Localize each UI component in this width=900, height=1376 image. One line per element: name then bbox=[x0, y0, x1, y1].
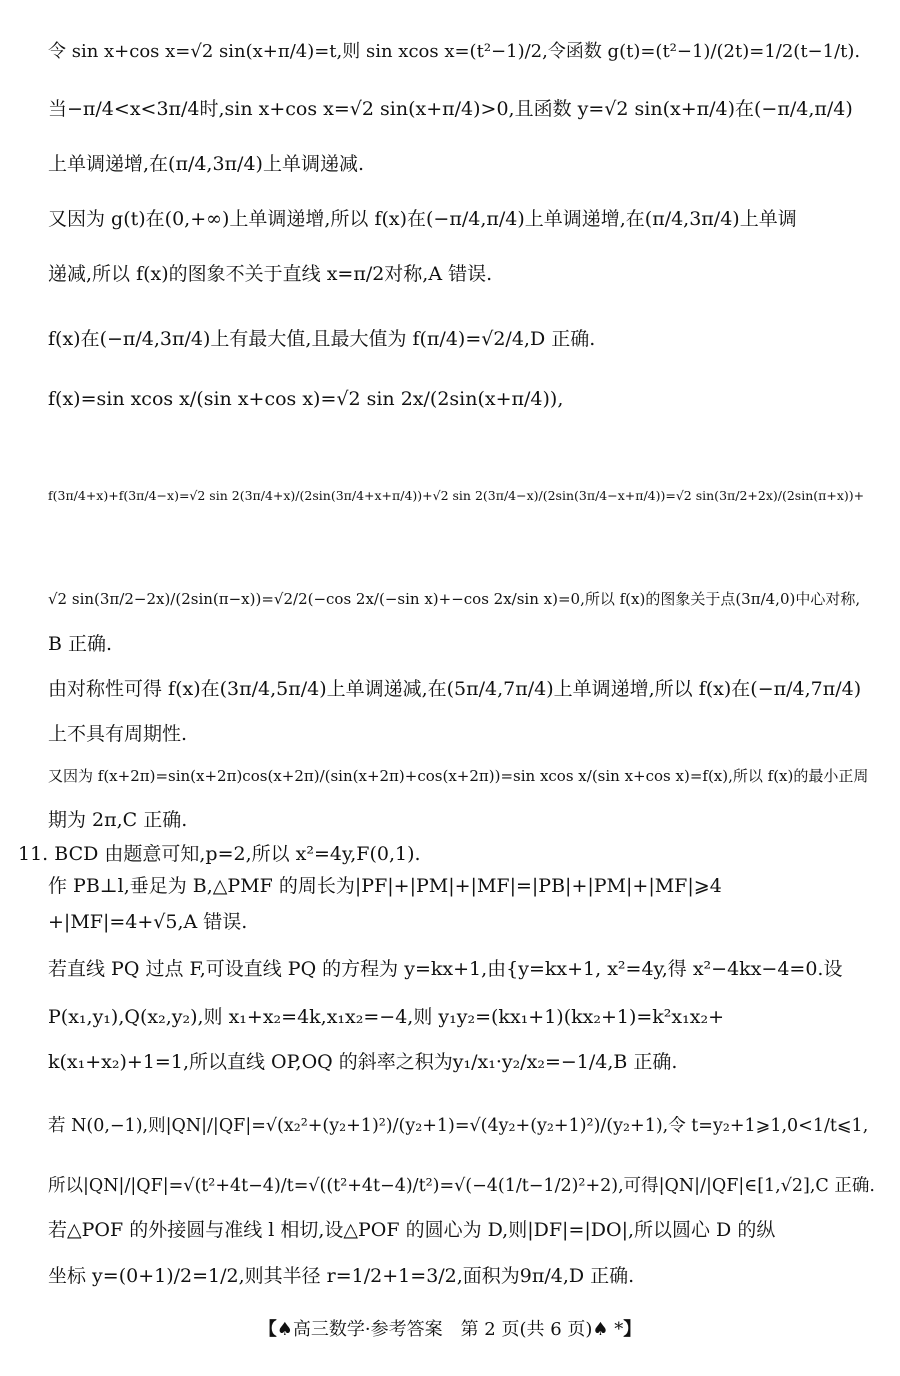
text-line-24: 坐标 y=(0+1)/2=1/2,则其半径 r=1/2+1=3/2,面积为9π/4,D 正确. bbox=[48, 1265, 635, 1287]
spade-icon: ♠ bbox=[592, 1319, 609, 1340]
text-line-8: f(3π/4+x)+f(3π/4−x)=√2 sin 2(3π/4+x)/(2sin(3π/4+x+π/4))+√2 sin 2(3π/4−x)/(2sin(3π/4−x+π/4))=√2 sin(3π/2+2x)/(2sin(π+x))+ bbox=[48, 488, 865, 503]
text-line-15: 11. BCD 由题意可知,p=2,所以 x²=4y,F(0,1). bbox=[18, 843, 421, 865]
text-line-23: 若△POF 的外接圆与准线 l 相切,设△POF 的圆心为 D,则|DF|=|DO|,所以圆心 D 的纵 bbox=[48, 1219, 776, 1241]
text-line-10: B 正确. bbox=[48, 633, 113, 655]
text-line-12: 上不具有周期性. bbox=[48, 723, 188, 745]
text-line-18: 若直线 PQ 过点 F,可设直线 PQ 的方程为 y=kx+1,由{y=kx+1, x²=4y,得 x²−4kx−4=0.设 bbox=[48, 958, 843, 980]
footer-star: * bbox=[608, 1319, 624, 1340]
text-line-19: P(x₁,y₁),Q(x₂,y₂),则 x₁+x₂=4k,x₁x₂=−4,则 y₁y₂=(kx₁+1)(kx₂+1)=k²x₁x₂+ bbox=[48, 1006, 725, 1028]
text-line-21: 若 N(0,−1),则|QN|/|QF|=√(x₂²+(y₂+1)²)/(y₂+1)=√(4y₂+(y₂+1)²)/(y₂+1),令 t=y₂+1⩾1,0<1/t⩽1, bbox=[48, 1116, 869, 1136]
text-line-22: 所以|QN|/|QF|=√(t²+4t−4)/t=√((t²+4t−4)/t²)=√(−4(1/t−1/2)²+2),可得|QN|/|QF|∈[1,√2],C 正确. bbox=[48, 1176, 875, 1196]
footer-text: 高三数学·参考答案 第 2 页(共 6 页) bbox=[292, 1319, 593, 1340]
text-line-7: f(x)=sin xcos x/(sin x+cos x)=√2 sin 2x/(2sin(x+π/4)), bbox=[48, 388, 564, 410]
text-line-13: 又因为 f(x+2π)=sin(x+2π)cos(x+2π)/(sin(x+2π)+cos(x+2π))=sin xcos x/(sin x+cos x)=f(x),所以 f(x)的最小正周 bbox=[48, 767, 869, 785]
text-line-17: +|MF|=4+√5,A 错误. bbox=[48, 911, 248, 933]
text-line-3: 上单调递增,在(π/4,3π/4)上单调递减. bbox=[48, 153, 364, 175]
text-line-1: 令 sin x+cos x=√2 sin(x+π/4)=t,则 sin xcos x=(t²−1)/2,令函数 g(t)=(t²−1)/(2t)=1/2(t−1/t). bbox=[48, 41, 861, 62]
page-footer bbox=[0, 1316, 900, 1344]
text-line-4: 又因为 g(t)在(0,+∞)上单调递增,所以 f(x)在(−π/4,π/4)上单调递增,在(π/4,3π/4)上单调 bbox=[48, 208, 797, 230]
footer-bracket-close: 】 bbox=[623, 1319, 642, 1340]
text-line-9: √2 sin(3π/2−2x)/(2sin(π−x))=√2/2(−cos 2x/(−sin x)+−cos 2x/sin x)=0,所以 f(x)的图象关于点(3π/4,0)中心对称, bbox=[48, 590, 861, 608]
text-line-16: 作 PB⊥l,垂足为 B,△PMF 的周长为|PF|+|PM|+|MF|=|PB|+|PM|+|MF|⩾4 bbox=[48, 875, 722, 897]
text-line-2: 当−π/4<x<3π/4时,sin x+cos x=√2 sin(x+π/4)>0,且函数 y=√2 sin(x+π/4)在(−π/4,π/4) bbox=[48, 98, 853, 120]
text-line-20: k(x₁+x₂)+1=1,所以直线 OP,OQ 的斜率之积为y₁/x₁·y₂/x₂=−1/4,B 正确. bbox=[48, 1051, 678, 1073]
text-line-5: 递减,所以 f(x)的图象不关于直线 x=π/2对称,A 错误. bbox=[48, 263, 493, 285]
text-line-6: f(x)在(−π/4,3π/4)上有最大值,且最大值为 f(π/4)=√2/4,D 正确. bbox=[48, 328, 596, 350]
text-line-14: 期为 2π,C 正确. bbox=[48, 809, 188, 831]
spade-icon: ♠ bbox=[276, 1319, 293, 1340]
text-line-11: 由对称性可得 f(x)在(3π/4,5π/4)上单调递减,在(5π/4,7π/4)上单调递增,所以 f(x)在(−π/4,7π/4) bbox=[48, 678, 862, 700]
footer-bracket-open: 【 bbox=[258, 1319, 277, 1340]
